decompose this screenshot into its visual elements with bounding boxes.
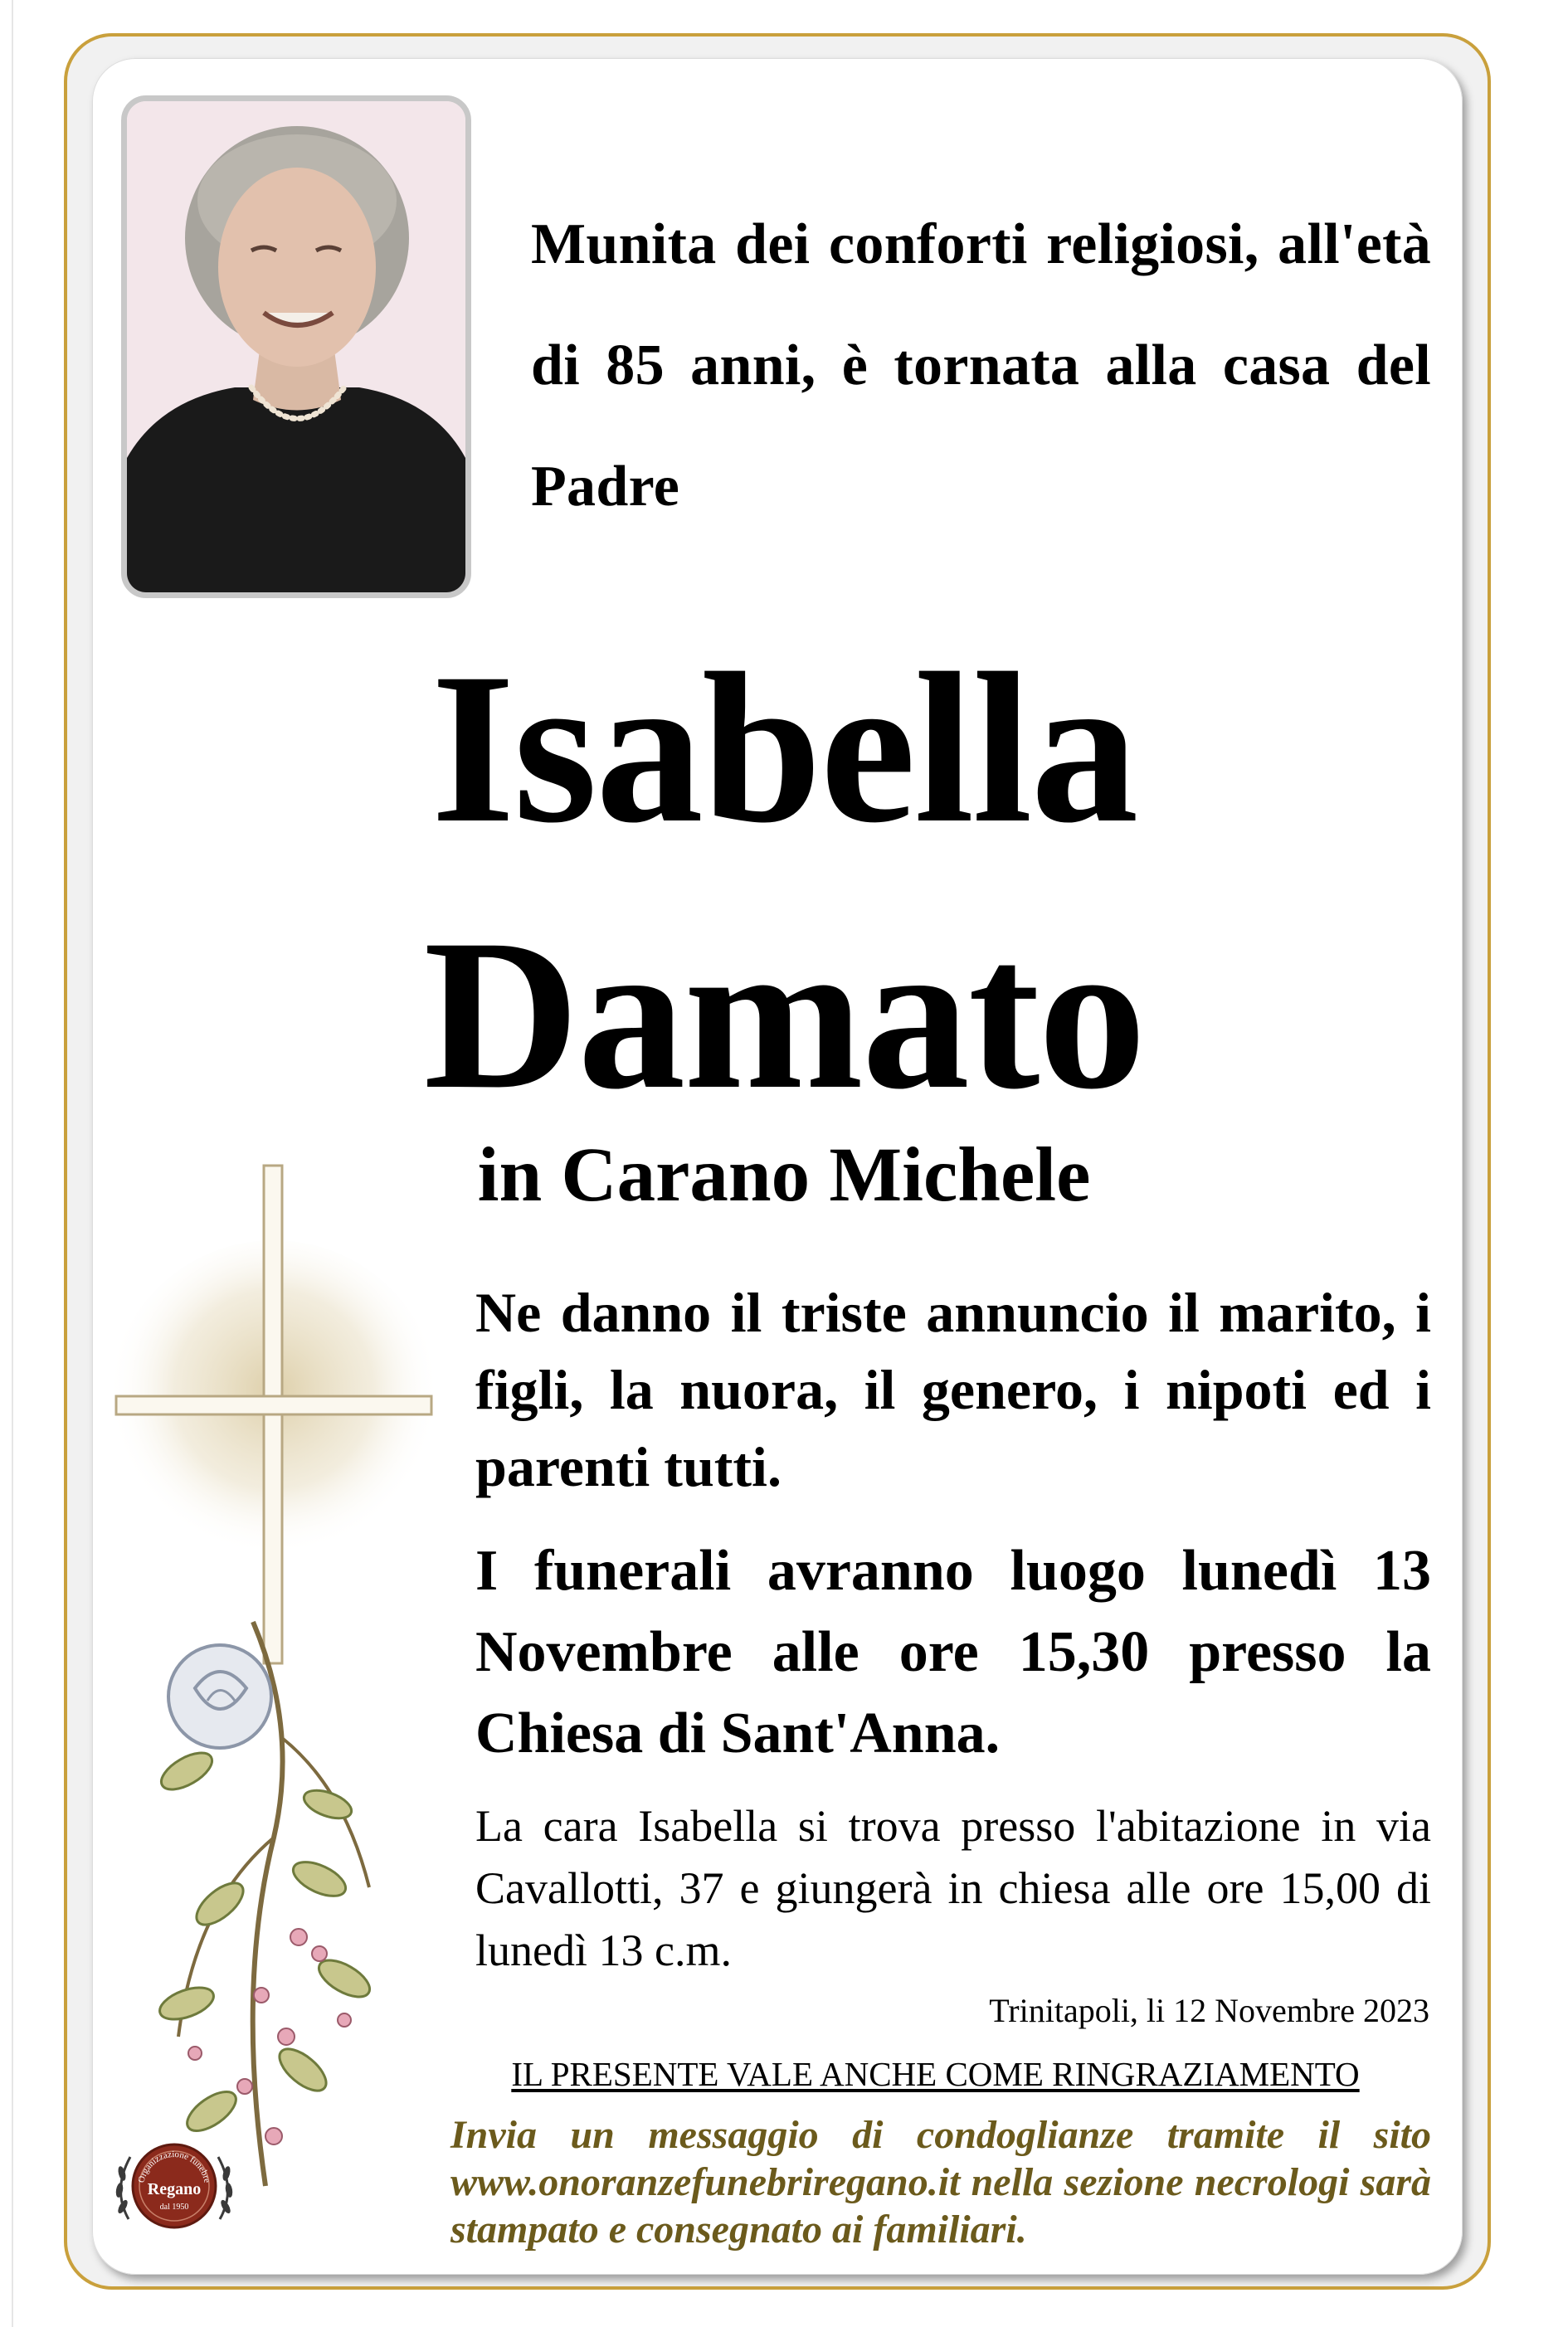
thanks-notice: IL PRESENTE VALE ANCHE COME RINGRAZIAMENTO	[511, 2055, 1360, 2093]
deceased-portrait	[121, 95, 471, 598]
logo-since: dal 1950	[159, 2203, 189, 2212]
logo-arc-text: Organizzazione funebre	[136, 2149, 212, 2184]
logo-name: Regano	[147, 2180, 202, 2198]
funeral-home-logo	[95, 2120, 253, 2252]
place-date-line: Trinitapoli, li 12 Novembre 2023	[989, 1992, 1429, 2029]
announcement-text: Ne danno il triste annuncio il marito, i figli, la nuora, il genero, i nipoti ed i parenti tutti.	[475, 1281, 1431, 1498]
condolence-instructions: Invia un messaggio di condoglianze tramite il sito www.onoranzefunebriregano.it nella sezione necrologi sarà stampato e consegnato ai familiari.	[450, 2113, 1431, 2252]
funeral-info-text: I funerali avranno luogo lunedì 13 Novembre alle ore 15,30 presso la Chiesa di Sant'Anna.	[475, 1539, 1431, 1765]
portrait-image	[127, 101, 465, 592]
cross-with-roses-illustration	[95, 1157, 444, 2198]
viewing-details-text: La cara Isabella si trova presso l'abitazione in via Cavallotti, 37 e giungerà in chiesa alle ore 15,00 di lunedì 13 c.m.	[475, 1801, 1431, 1975]
cross-icon	[95, 1157, 444, 2198]
deceased-last-name: Damato	[423, 895, 1145, 1134]
spouse-line: in Carano Michele	[477, 1132, 1091, 1218]
intro-text: Munita dei conforti religiosi, all'età di 85 anni, è tornata alla casa del Padre	[531, 212, 1431, 518]
deceased-first-name: Isabella	[431, 629, 1137, 868]
regano-logo-icon	[95, 2120, 253, 2252]
